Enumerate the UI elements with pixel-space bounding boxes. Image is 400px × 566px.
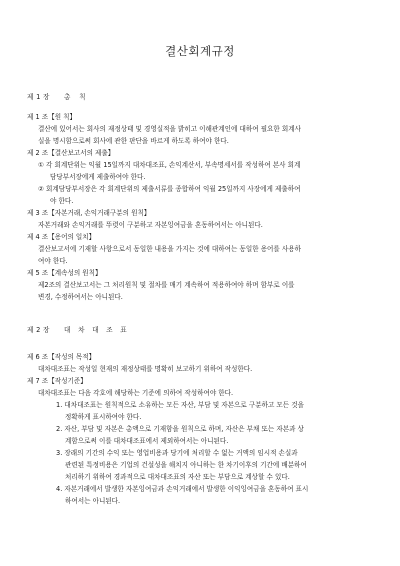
article-1-heading: 제 1 조【원 칙】: [27, 113, 77, 121]
article-6-text-line: 대차대조표는 작성일 현재의 재정상태를 명확히 보고하기 위하여 작성한다.: [38, 365, 253, 373]
article-7-item-cont: 처리하기 위하여 경과적으로 대차대조표의 자산 또는 부담으로 계상할 수 있다.: [65, 473, 290, 481]
article-2-item: ① 각 회계단위는 익월 15일까지 대차대조표, 손익계산서, 부속명세서를 작성하여 본사 회계: [38, 161, 301, 169]
article-7-heading: 제 7 조【작성기준】: [27, 377, 87, 385]
article-2-item-cont: 야 한다.: [50, 197, 74, 205]
article-7-item: 1. 대차대조표는 원칙적으로 소유하는 모든 자산, 부담 및 자본으로 구분하고 모든 것을: [56, 401, 305, 409]
chapter-2-number: 제 2 장: [27, 326, 50, 334]
article-7-item: 3. 장래의 기간의 수익 또는 영업비용과 당기에 처리할 수 없는 거액의 임시적 손실과: [56, 449, 298, 457]
article-5-text-line: 제2조의 결산보고서는 그 처리원칙 및 절차를 매기 계속하여 적용하여야 하며 함부로 이를: [38, 281, 295, 289]
article-1-text-line: 결산에 있어서는 회사의 재정상태 및 경영실적을 밝히고 이해관계인에 대하여 필요한 회계사: [38, 125, 302, 133]
article-3-text-line: 자본거래와 손익거래를 뚜렷이 구분하고 자본잉여금을 혼동하여서는 아니된다.: [38, 221, 263, 229]
article-1-text-line: 실을 명시함으로써 회사에 관한 판단을 바르게 하도록 하여야 한다.: [38, 137, 229, 145]
article-7-item: 4. 자본거래에서 발생한 자본잉여금과 손익거래에서 발생한 이익잉여금을 혼동하여 표시: [56, 485, 309, 493]
chapter-2-name: 대 차 대 조 표: [64, 326, 127, 334]
article-2-item: ② 회계담당부서장은 각 회계단위의 제출서류를 종합하여 익월 25일까지 사장에게 제출하여: [38, 185, 301, 193]
chapter-1-number: 제 1 장: [27, 93, 50, 101]
article-4-text-line: 결산보고서에 기재할 사항으로서 동일한 내용을 가지는 것에 대하여는 동일한 용어를 사용하: [38, 245, 302, 253]
article-5-text-line: 변경, 수정하여서는 아니된다.: [38, 293, 123, 301]
article-7-item-cont: 관련된 특정비용은 기업의 건설성을 해치지 아니하는 한 차기이후의 기간에 배분하여: [65, 461, 307, 469]
article-2-item-cont: 담당부서장에게 제출하여야 한다.: [50, 173, 146, 181]
article-6-heading: 제 6 조【작성의 목적】: [27, 353, 96, 361]
chapter-1-name: 총 칙: [64, 93, 86, 101]
article-4-text-line: 여야 한다.: [38, 257, 68, 265]
article-3-heading: 제 3 조【자본거래, 손익거래구분의 원칙】: [27, 209, 151, 217]
article-4-heading: 제 4 조【용어의 일치】: [27, 233, 96, 241]
article-7-intro: 대차대조표는 다음 각호에 해당하는 기준에 의하여 작성하여야 한다.: [38, 389, 234, 397]
article-7-item-cont: 계함으로써 이를 대차대조표에서 제외하여서는 아니된다.: [65, 437, 229, 445]
article-2-heading: 제 2 조【결산보고서의 제출】: [27, 149, 115, 157]
article-7-item: 2. 자산, 부담 및 자본은 총액으로 기재함을 원칙으로 하며, 자산은 부채 또는 자본과 상: [56, 425, 304, 433]
article-5-heading: 제 5 조【계속성의 원칙】: [27, 269, 102, 277]
article-7-item-cont: 정확하게 표시하여야 한다.: [65, 413, 142, 421]
article-7-item-cont: 하여서는 아니된다.: [65, 497, 121, 505]
document-title: 결산회계규정: [165, 44, 235, 58]
